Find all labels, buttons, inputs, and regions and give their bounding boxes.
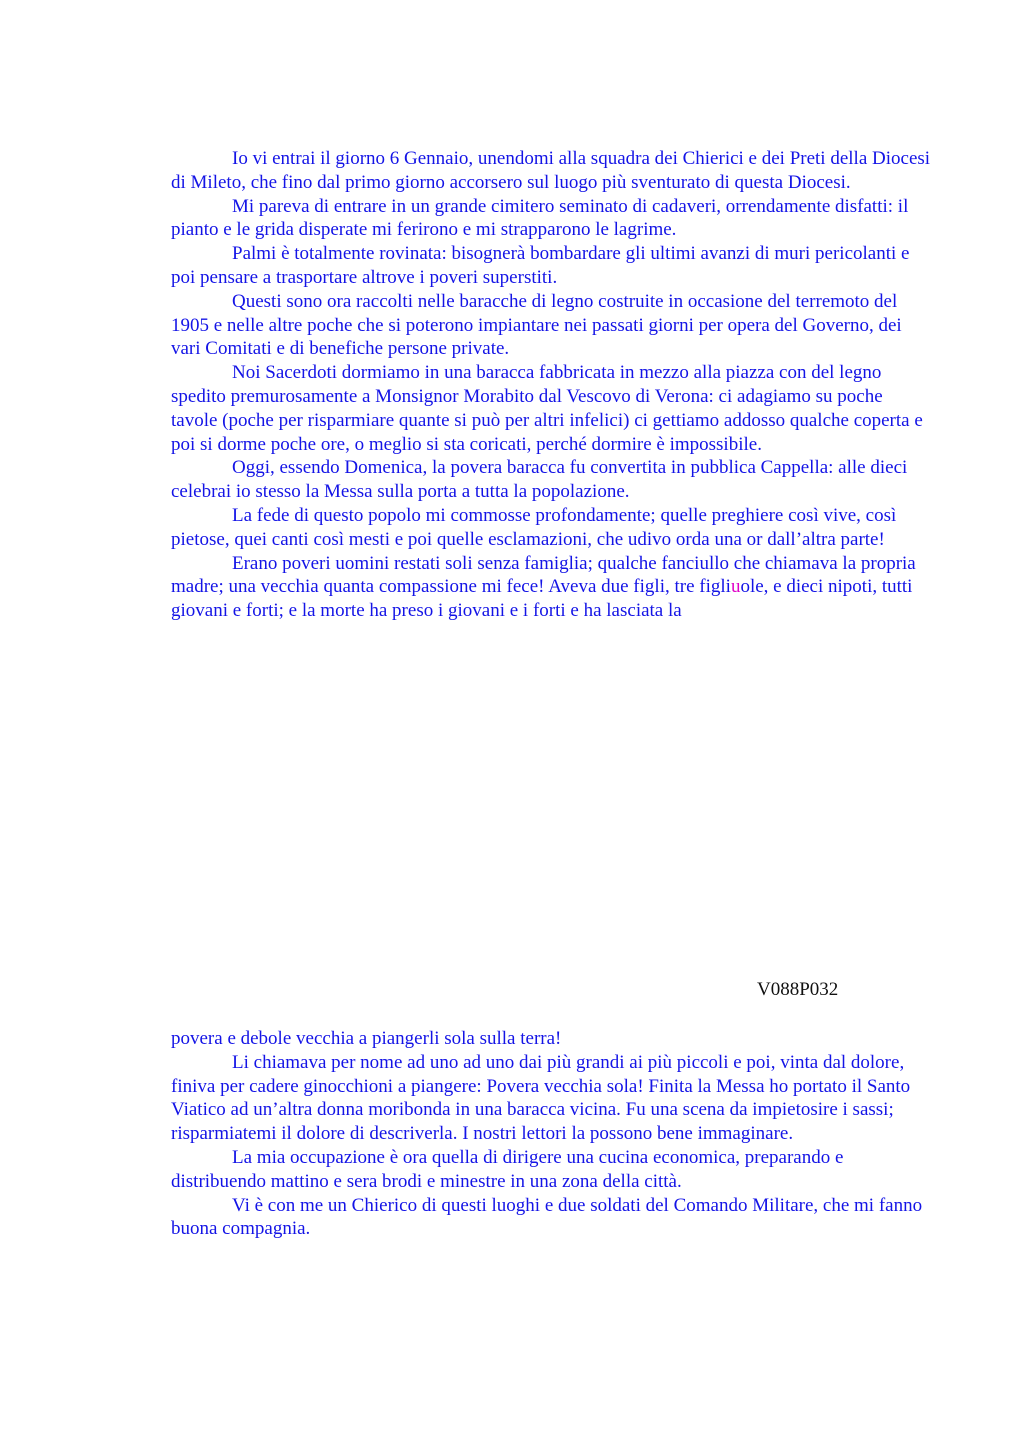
paragraph: Vi è con me un Chierico di questi luoghi e due soldati del Comando Militare, che mi fanno buona compagnia. — [171, 1194, 923, 1240]
paragraph: Oggi, essendo Domenica, la povera baracca fu convertita in pubblica Cappella: alle dieci celebrai io stesso la Messa sulla porta a tutta la popolazione. — [171, 457, 908, 503]
paragraph: Mi pareva di entrare in un grande cimitero seminato di cadaveri, orrendamente disfatti: il pianto e le grida disperate mi ferirono e mi strapparono le lagrime. — [171, 195, 909, 241]
paragraph: Io vi entrai il giorno 6 Gennaio, unendomi alla squadra dei Chierici e dei Preti della Diocesi di Mileto, che fino dal primo giorno accorsero sul luogo più sventurato di questa Diocesi. — [171, 148, 931, 193]
paragraph-text: ole, e dieci nipoti, tutti giovani e forti; e la morte ha preso i giovani e i forti e ha lasciata la — [171, 576, 913, 622]
paragraph: Noi Sacerdoti dormiamo in una baracca fabbricata in mezzo alla piazza con del legno spedito premurosamente a Monsignor Morabito dal Vescovo di Verona: ci adagiamo su poche tavole (poche per risparmiare quante si può per altri infelici) ci gettiamo addosso qualche coperta e poi si dorme poche ore, o meglio si sta coricati, perché dormire è impossibile. — [171, 362, 923, 455]
paragraph: La mia occupazione è ora quella di dirigere una cucina economica, preparando e distribuendo mattino e sera brodi e minestre in una zona della città. — [171, 1146, 844, 1192]
highlighted-letter: u — [730, 576, 741, 598]
paragraph: Palmi è totalmente rovinata: bisognerà bombardare gli ultimi avanzi di muri pericolanti e poi pensare a trasportare altrove i poveri superstiti. — [171, 243, 910, 288]
text-block-bottom — [171, 1027, 931, 1241]
text-block-top — [171, 147, 931, 623]
paragraph — [171, 552, 931, 623]
paragraph: Questi sono ora raccolti nelle baracche di legno costruite in occasione del terremoto del 1905 e nelle altre poche che si poterono impiantare nei passati giorni per opera del Governo, dei vari Comitati e di benefiche persone private. — [171, 290, 902, 360]
paragraph: La fede di questo popolo mi commosse profondamente; quelle preghiere così vive, così pietose, quei canti così mesti e poi quelle esclamazioni, che udivo orda una or dall’altra parte! — [171, 504, 897, 550]
paragraph-text: Erano poveri uomini restati soli senza famiglia; qualche fanciullo che chiamava la propria madre; una vecchia quanta compassione mi fece! Aveva due figli, tre figli — [171, 552, 916, 598]
page-code: V088P032 — [757, 979, 839, 1000]
paragraph: Li chiamava per nome ad uno ad uno dai più grandi ai più piccoli e poi, vinta dal dolore, finiva per cadere ginocchioni a piangere: Povera vecchia sola! Finita la Messa ho portato il Santo Viatico ad un’altra donna moribonda in una baracca vicina. Fu una scena da impietosire i sassi; risparmiatemi il dolore di descriverla. I nostri lettori la possono bene immaginare. — [171, 1051, 911, 1145]
paragraph: povera e debole vecchia a piangerli sola sulla terra! — [171, 1028, 562, 1049]
